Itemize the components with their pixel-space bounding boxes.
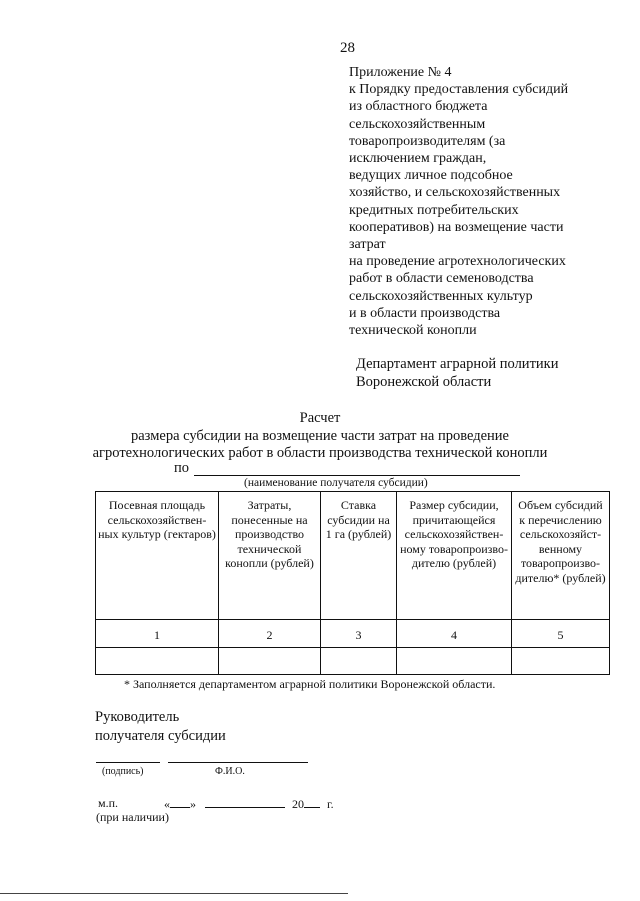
if-any-label: (при наличии)	[96, 810, 169, 824]
appendix-line: кооперативов) на возмещение части	[349, 219, 564, 235]
po-label: по	[174, 460, 190, 476]
department-line: Департамент аграрной политики	[356, 356, 559, 372]
appendix-line: сельскохозяйственных культур	[349, 288, 533, 304]
day-blank[interactable]	[170, 796, 190, 808]
bottom-divider	[0, 893, 348, 894]
header-cell-costs: Затраты, понесенные на производство технической конопли (рублей)	[219, 492, 321, 620]
stamp-label: м.п.	[98, 796, 119, 810]
appendix-line: и в области производства	[349, 305, 501, 321]
date-field	[164, 796, 334, 812]
year-blank[interactable]	[304, 796, 320, 808]
column-number: 1	[96, 620, 219, 648]
appendix-line: Приложение № 4	[349, 65, 452, 80]
header-cell-rate: Ставка субсидии на 1 га (рублей)	[321, 492, 397, 620]
calculation-title-line: размера субсидии на возмещение части затрат на проведение	[131, 427, 509, 444]
fio-label: Ф.И.О.	[215, 766, 245, 777]
table-number-row	[96, 620, 610, 648]
appendix-line: кредитных потребительских	[349, 202, 519, 218]
month-blank[interactable]	[205, 796, 285, 808]
calculation-title-line: агротехнологических работ в области производства технической конопли	[92, 445, 548, 461]
fio-line[interactable]	[168, 762, 308, 763]
header-cell-transfer-volume: Объем субсидий к перечислению сельскохозяйст-венному товаропроизво-дителю* (рублей)	[512, 492, 610, 620]
header-cell-area: Посевная площадь сельскохозяйствен-ных культур (гектаров)	[96, 492, 219, 620]
page-number: 28	[340, 40, 355, 56]
column-number: 5	[512, 620, 610, 648]
appendix-line: технической конопли	[349, 323, 477, 339]
table-cell-empty[interactable]	[512, 647, 610, 674]
department-addressee	[356, 356, 558, 391]
appendix-line: ведущих личное подсобное	[349, 168, 513, 184]
table-cell-empty[interactable]	[321, 647, 397, 674]
footnote: * Заполняется департаментом аграрной политики Воронежской области.	[124, 677, 496, 691]
appendix-line: затрат	[349, 237, 386, 253]
quote-open: «	[164, 797, 170, 811]
calculation-title-line: Расчет	[299, 410, 341, 426]
signature-line[interactable]	[96, 762, 160, 763]
head-title-line: получателя субсидии	[95, 728, 226, 744]
appendix-line: хозяйство, и сельскохозяйственных	[349, 185, 561, 201]
table-row	[96, 647, 610, 674]
year-suffix: г.	[327, 797, 334, 811]
year-prefix: 20	[292, 797, 304, 811]
column-number: 4	[397, 620, 512, 648]
appendix-line: на проведение агротехнологических	[349, 254, 566, 270]
calculation-title	[0, 410, 640, 463]
column-number: 2	[219, 620, 321, 648]
appendix-line: исключением граждан,	[349, 151, 487, 167]
head-title	[95, 708, 226, 746]
header-cell-subsidy-amount: Размер субсидии, причитающейся сельскохозяйствен-ному товаропроизво-дителю (рублей)	[397, 492, 512, 620]
table-header-row	[96, 492, 610, 620]
quote-close: »	[190, 797, 196, 811]
table-cell-empty[interactable]	[96, 647, 219, 674]
recipient-name-line[interactable]	[194, 475, 520, 476]
appendix-line: сельскохозяйственным	[349, 116, 486, 132]
department-line: Воронежской области	[356, 373, 492, 390]
recipient-hint: (наименование получателя субсидии)	[244, 477, 428, 489]
signature-label: (подпись)	[102, 766, 144, 777]
appendix-line: к Порядку предоставления субсидий	[349, 82, 569, 98]
head-title-line: Руководитель	[95, 709, 180, 725]
table-cell-empty[interactable]	[219, 647, 321, 674]
appendix-line: товаропроизводителям (за	[349, 133, 506, 149]
appendix-line: из областного бюджета	[349, 99, 488, 115]
appendix-heading	[349, 64, 619, 339]
column-number: 3	[321, 620, 397, 648]
subsidy-table	[95, 491, 610, 675]
table-cell-empty[interactable]	[397, 647, 512, 674]
appendix-line: работ в области семеноводства	[349, 271, 534, 287]
